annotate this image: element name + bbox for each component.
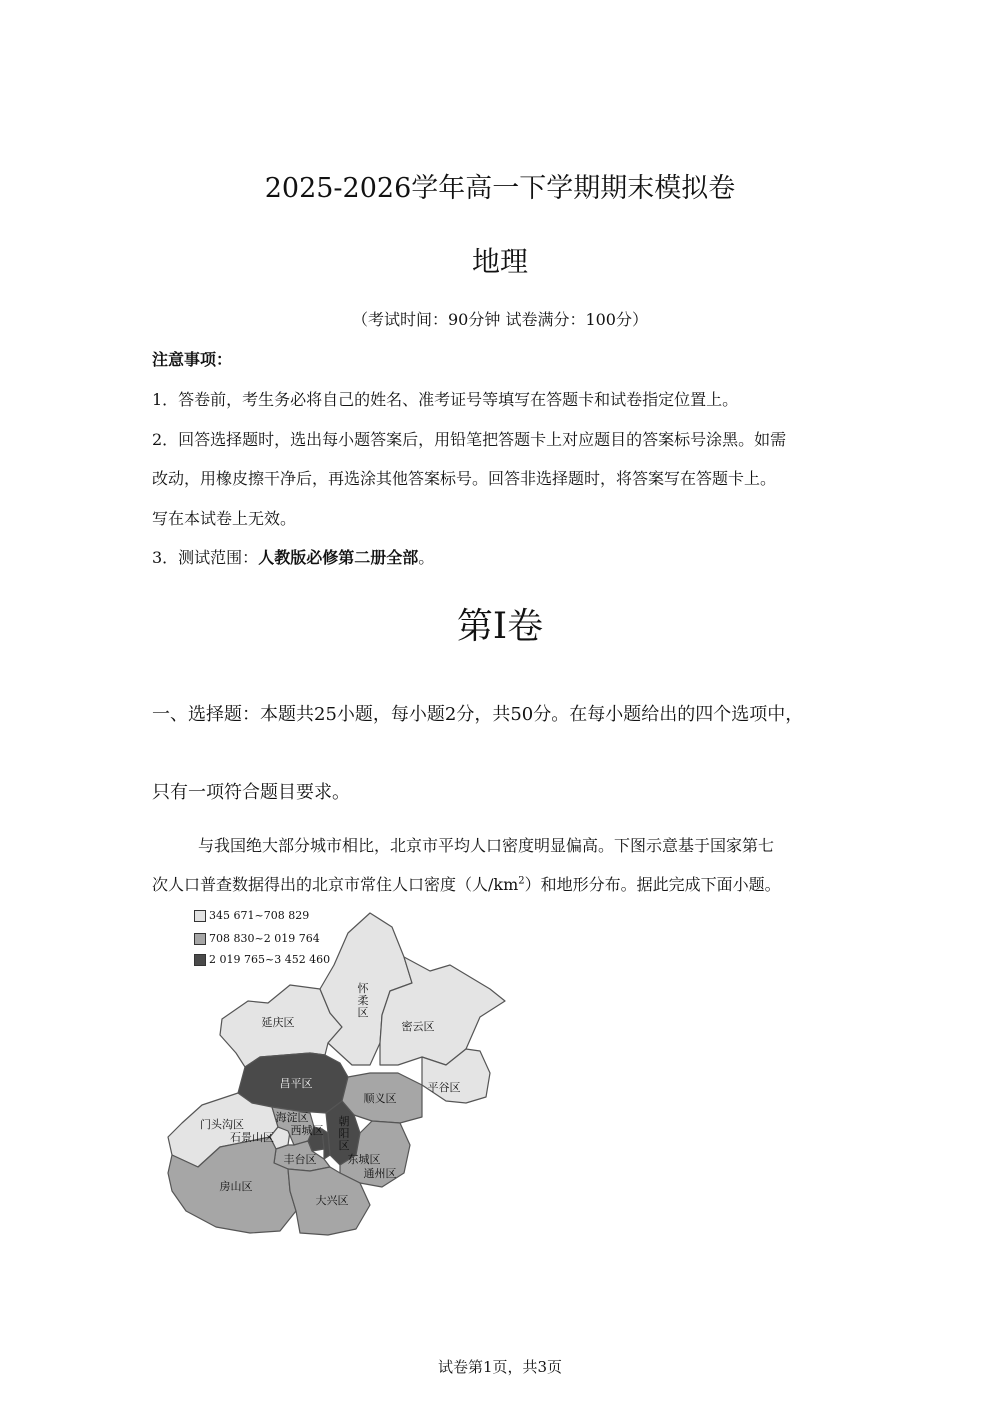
test-scope: 人教版必修第二册全部	[258, 548, 419, 567]
exam-title: 2025-2026学年高一下学期期末模拟卷	[264, 173, 736, 204]
passage-line-2-suffix: ）和地形分布。据此完成下面小题。	[524, 875, 781, 894]
notice-item-2-line-3: 写在本试卷上无效。	[152, 509, 297, 528]
label-haidian: 海淀区	[275, 1111, 309, 1124]
notice-item-2-line-2: 改动，用橡皮擦干净后，再选涂其他答案标号。回答非选择题时，将答案写在答题卡上。	[152, 469, 777, 488]
label-fangshan: 房山区	[219, 1180, 253, 1193]
label-changping: 昌平区	[279, 1077, 313, 1090]
label-chaoyang-2: 阳	[338, 1127, 350, 1140]
label-shunyi: 顺义区	[363, 1092, 397, 1105]
label-xicheng: 西城区	[290, 1124, 324, 1137]
legend-item-low	[194, 909, 309, 922]
label-mentougou: 门头沟区	[200, 1118, 244, 1131]
section-instruction-line-2: 只有一项符合题目要求。	[152, 782, 350, 803]
section-title: 第Ⅰ卷	[456, 606, 544, 647]
legend-label-low: 345 671~708 829	[209, 909, 310, 922]
notice-item-1: 1．答卷前，考生务必将自己的姓名、准考证号等填写在答题卡和试卷指定位置上。	[152, 390, 739, 409]
notice-item-3	[152, 545, 434, 568]
page-footer: 试卷第1页，共3页	[437, 1358, 563, 1376]
notice-heading: 注意事项：	[152, 350, 233, 369]
label-fengtai: 丰台区	[283, 1153, 317, 1166]
beijing-population-map	[160, 905, 510, 1240]
label-huairou-2: 柔	[357, 994, 369, 1007]
label-huairou-1: 怀	[357, 982, 369, 995]
passage-line-2-prefix: 次人口普查数据得出的北京市常住人口密度（人/km	[152, 875, 519, 894]
label-yanqing: 延庆区	[261, 1016, 295, 1029]
label-shijingshan: 石景山区	[230, 1131, 274, 1144]
section-instruction-line-1: 一、选择题：本题共25小题，每小题2分，共50分。在每小题给出的四个选项中，	[152, 704, 804, 725]
legend-item-mid	[194, 932, 320, 945]
notice-item-3-suffix: 。	[418, 548, 435, 567]
superscript-2: 2	[518, 875, 525, 887]
label-tongzhou: 通州区	[363, 1167, 397, 1180]
label-huairou-3: 区	[357, 1006, 369, 1019]
exam-info: （考试时间：90分钟 试卷满分：100分）	[352, 310, 648, 329]
legend-swatch-mid	[194, 933, 206, 945]
label-miyun: 密云区	[401, 1020, 435, 1033]
legend-label-mid: 708 830~2 019 764	[209, 932, 320, 945]
label-daxing: 大兴区	[315, 1194, 349, 1207]
legend-swatch-high	[194, 954, 206, 966]
legend-label-high: 2 019 765~3 452 460	[209, 953, 331, 966]
label-pinggu: 平谷区	[427, 1081, 461, 1094]
legend-item-high	[194, 953, 330, 966]
label-chaoyang-1: 朝	[338, 1115, 350, 1128]
passage-line-2	[152, 872, 781, 895]
notice-item-2-line-1: 2．回答选择题时，选出每小题答案后，用铅笔把答题卡上对应题目的答案标号涂黑。如需	[152, 430, 787, 449]
label-chaoyang-3: 区	[338, 1139, 350, 1152]
passage-line-1: 与我国绝大部分城市相比，北京市平均人口密度明显偏高。下图示意基于国家第七	[198, 836, 775, 855]
label-dongcheng: 东城区	[347, 1153, 381, 1166]
legend-swatch-low	[194, 910, 206, 922]
subject-title: 地理	[471, 245, 528, 278]
notice-item-3-prefix: 3．测试范围：	[152, 548, 259, 567]
